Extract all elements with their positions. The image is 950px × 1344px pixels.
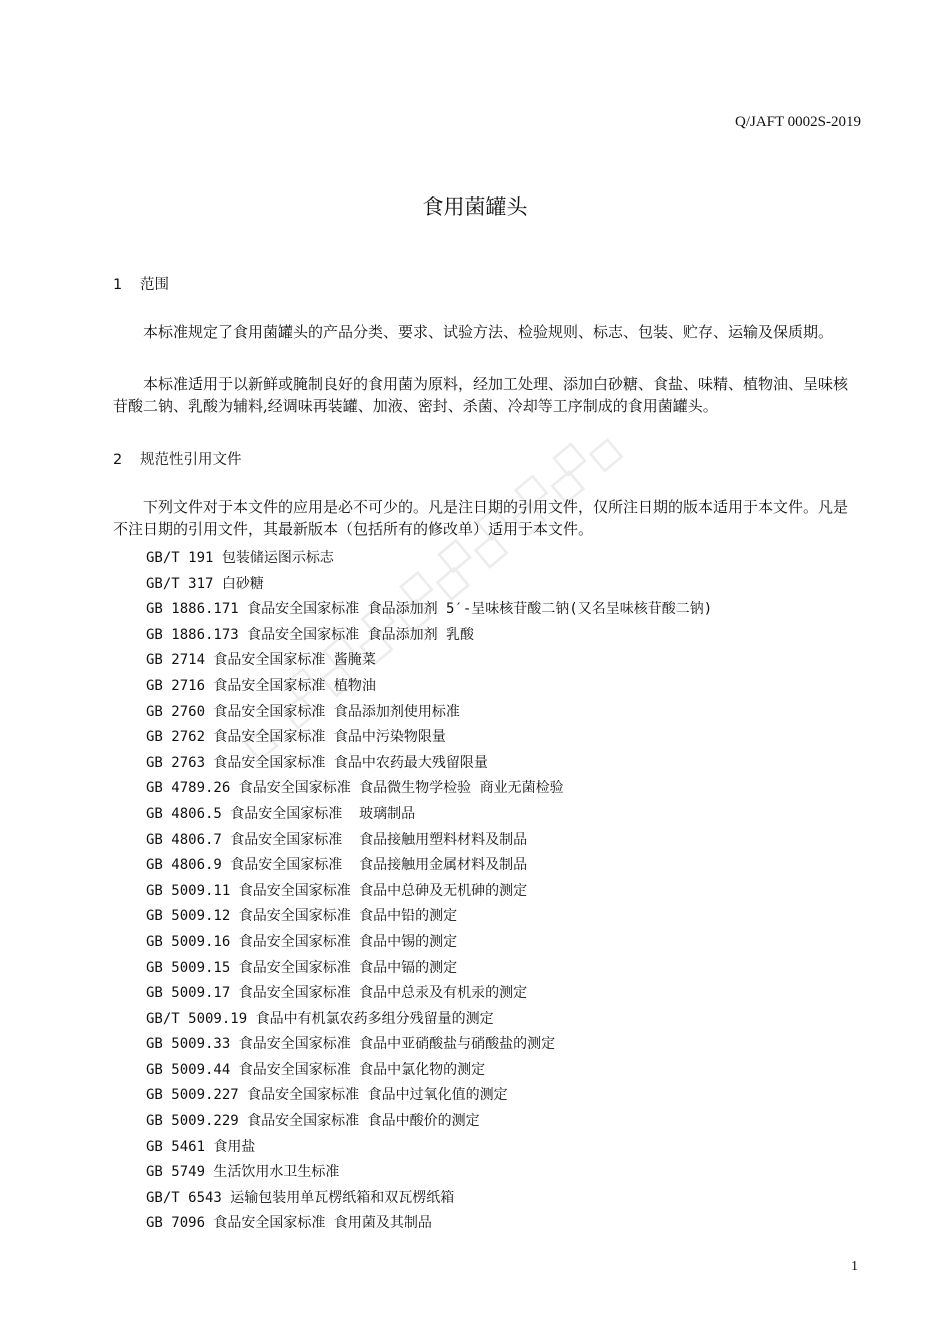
reference-item: GB 5009.33 食品安全国家标准 食品中亚硝酸盐与硝酸盐的测定	[146, 1036, 556, 1053]
reference-item: GB 2714 食品安全国家标准 酱腌菜	[146, 652, 376, 669]
reference-item: GB 5009.227 食品安全国家标准 食品中过氧化值的测定	[146, 1087, 508, 1104]
reference-item: GB 4806.7 食品安全国家标准 食品接触用塑料材料及制品	[146, 831, 528, 848]
reference-item: GB 1886.173 食品安全国家标准 食品添加剂 乳酸	[146, 626, 475, 643]
reference-item: GB/T 191 包装储运图示标志	[146, 550, 334, 566]
reference-item: GB 5009.17 食品安全国家标准 食品中总汞及有机汞的测定	[146, 985, 528, 1002]
section-number: 2	[113, 452, 123, 468]
section-2-heading	[113, 448, 242, 469]
reference-item: GB 5009.229 食品安全国家标准 食品中酸价的测定	[146, 1113, 480, 1130]
section-1-heading	[113, 273, 169, 294]
reference-list	[146, 546, 712, 1237]
page-title: 食用菌罐头	[422, 195, 528, 219]
reference-item: GB 4806.5 食品安全国家标准 玻璃制品	[146, 805, 416, 822]
scope-paragraph-1: 本标准规定了食用菌罐头的产品分类、要求、试验方法、检验规则、标志、包装、贮存、运输及保质期。	[143, 323, 834, 341]
reference-item: GB/T 317 白砂糖	[146, 575, 264, 592]
reference-item: GB 2760 食品安全国家标准 食品添加剂使用标准	[146, 703, 460, 720]
reference-item: GB 4806.9 食品安全国家标准 食品接触用金属材料及制品	[146, 857, 528, 874]
reference-item: GB 2762 食品安全国家标准 食品中污染物限量	[146, 729, 446, 746]
page-number: 1	[851, 1259, 858, 1274]
reference-item: GB 5009.16 食品安全国家标准 食品中锡的测定	[146, 933, 458, 950]
reference-item: GB 5009.44 食品安全国家标准 食品中氯化物的测定	[146, 1061, 486, 1078]
section-number: 1	[113, 277, 123, 293]
reference-item: GB 2716 食品安全国家标准 植物油	[146, 677, 376, 694]
scope-paragraph-2: 本标准适用于以新鲜或腌制良好的食用菌为原料，经加工处理、添加白砂糖、食盐、味精、植物油、呈味核苷酸二钠、乳酸为辅料,经调味再装罐、加液、密封、杀菌、冷却等工序制成的食用菌罐头。	[113, 375, 849, 415]
reference-item: GB 4789.26 食品安全国家标准 食品微生物学检验 商业无菌检验	[146, 780, 564, 797]
reference-item: GB 5009.12 食品安全国家标准 食品中铅的测定	[146, 908, 458, 925]
reference-item: GB 2763 食品安全国家标准 食品中农药最大残留限量	[146, 754, 488, 771]
reference-item: GB 5009.15 食品安全国家标准 食品中镉的测定	[146, 959, 458, 976]
section-title: 范围	[140, 277, 169, 293]
refs-intro-paragraph: 下列文件对于本文件的应用是必不可少的。凡是注日期的引用文件，仅所注日期的版本适用于本文件。凡是不注日期的引用文件，其最新版本（包括所有的修改单）适用于本文件。	[113, 498, 849, 538]
document-code: Q/JAFT 0002S-2019	[735, 114, 861, 130]
reference-item: GB/T 5009.19 食品中有机氯农药多组分残留量的测定	[146, 1010, 494, 1027]
reference-item: GB 7096 食品安全国家标准 食用菌及其制品	[146, 1215, 432, 1232]
reference-item: GB 1886.171 食品安全国家标准 食品添加剂 5′-呈味核苷酸二钠(又名呈味核苷酸二钠)	[146, 601, 713, 618]
reference-item: GB 5461 食用盐	[146, 1138, 256, 1155]
reference-item: GB 5749 生活饮用水卫生标准	[146, 1164, 340, 1181]
reference-item: GB/T 6543 运输包装用单瓦楞纸箱和双瓦楞纸箱	[146, 1189, 455, 1206]
reference-item: GB 5009.11 食品安全国家标准 食品中总砷及无机砷的测定	[146, 882, 528, 899]
section-title: 规范性引用文件	[140, 452, 242, 468]
